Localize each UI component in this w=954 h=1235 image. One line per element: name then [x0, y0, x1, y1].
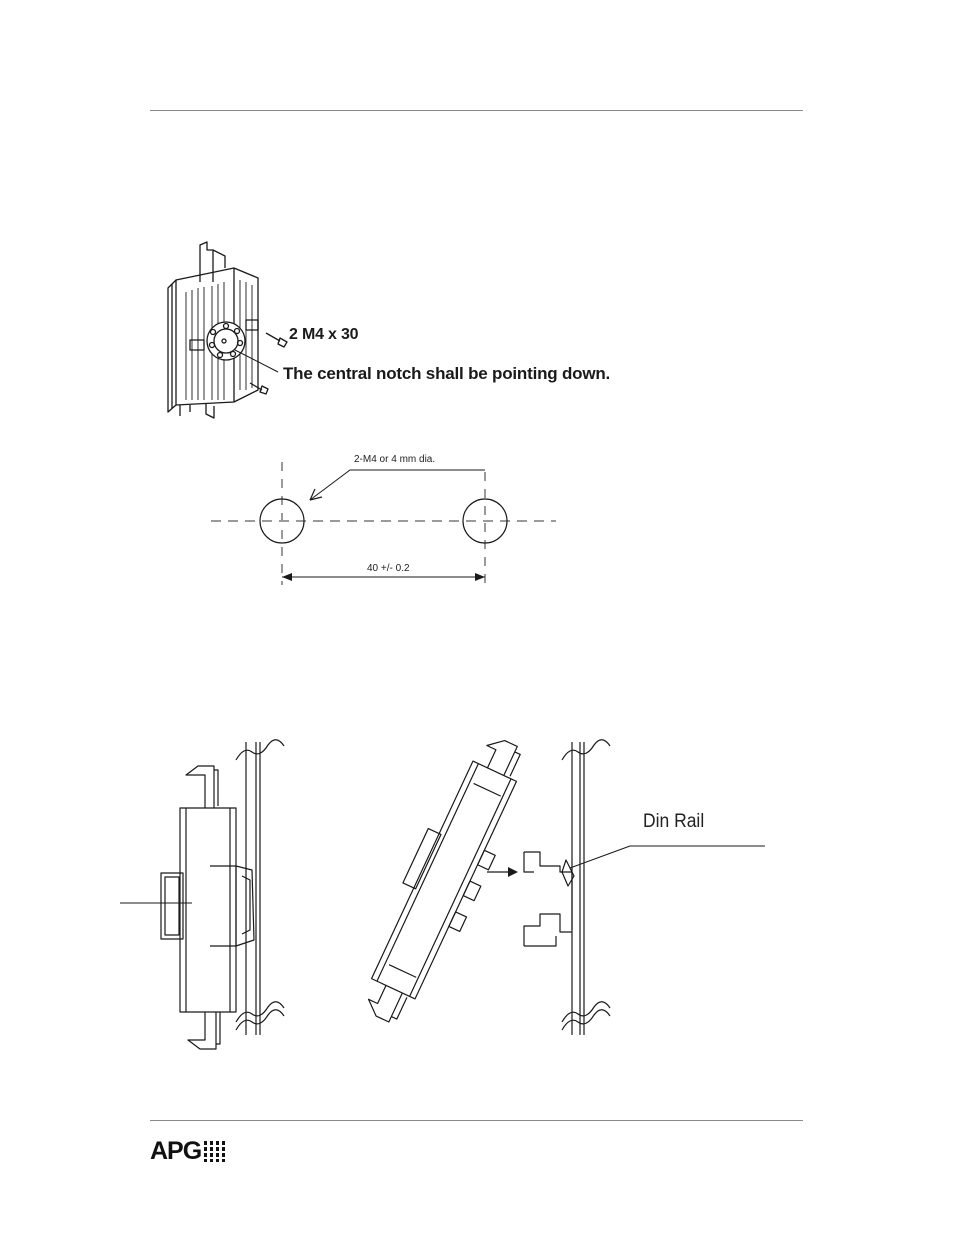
vertical-bars-icon [203, 1139, 227, 1163]
apg-logo [150, 1138, 227, 1164]
footer-rule [150, 1120, 803, 1121]
hole-spacing-dimension: 40 +/- 0.2 [367, 563, 410, 574]
screw-spec-label: 2 M4 x 30 [289, 326, 359, 343]
hole-size-label: 2-M4 or 4 mm dia. [354, 454, 436, 465]
notch-orientation-note: The central notch shall be pointing down. [283, 364, 611, 383]
logo-wordmark: APG [150, 1137, 202, 1165]
din-rail-label: Din Rail [643, 811, 705, 832]
